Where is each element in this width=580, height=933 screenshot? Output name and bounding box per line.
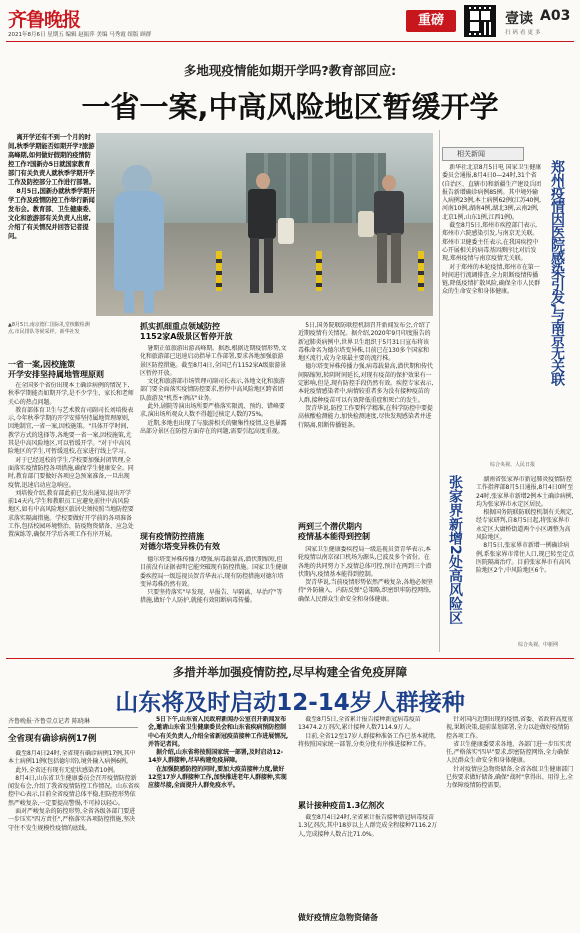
- bottom-text-4: 针对国内近期出现的疫情,省委、省政府高度重视,果断决策,提前谋划部署,全力以赴做好疫情防控各项工作。 省卫生健康委要求各地、各部门进一步压实责任,严格落实"四早"要求,织密防控网络,全力确保人民群众生命安全和身体健康。 针对疫情应急物资储备,全省各级卫生健康部门已按要求做好储备,确保"战时"拿得出、用得上,全力保障疫情防控需要。: [446, 716, 574, 790]
- bottom-kicker: 多措并举加强疫情防控,尽早构建全省免疫屏障: [172, 665, 408, 679]
- lead-column-text: 5日,国务院联防联控机制召开新闻发布会,介绍了近期疫情有关情况。据介绍,2020年9月印度报告的新冠肺炎病例中,世界卫生组织于5月31日宣布将该毒株命名为德尔塔变异株,目前已在130多个国家和地区流行,成为全球最主要的流行株。 德尔塔变异株传播力强,病毒载量高,潜伏期和传代间隔缩短,转阴时间延长,对现有疫苗的保护效果有一定影响,但是,现有防控手段仍然有效。疾控专家表示,本轮疫情感染者中,病情较重者多为没有接种疫苗的人群,接种疫苗可以有效降低重症和死亡的发生。 贺青华说,防控工作要科学精准,在科学防控中要提高核酸检测能力,加快检测速度,尽快发现感染者并进行隔离,阻断传播链条。: [298, 322, 434, 429]
- bottom-text-3b: 截至8月4日24时,全省累计报告接种新冠病毒疫苗1.3亿剂次,其中18岁以上人群完成全程接种7116.2万人,完成接种人数占比71.0%。: [298, 814, 438, 838]
- bottom-sub-2: 累计接种疫苗1.3亿剂次: [298, 801, 385, 810]
- sidebar-divider: [439, 130, 440, 652]
- lead-section-1-text: 在全国多个省份出现本土确诊病例的情况下,秋季学期能否如期开学,是不少学生、家长和老师关心的热点问题。 教育部体育卫生与艺术教育司副司长刘培俊表示,今年秋季学期的开学安排坚持属地管理原则,因地制宜,一省一案,因校施策。"具体开学时间,教学方式的选择等,各地要一省一案,因校施策,尤其是中高风险地区,可以暂缓开学。"对于中高风险地区的学生,可暂缓返校,在家进行线上学习。 对于已经返校的学生,学校要加强封闭管理,全面落实疫情防控各项措施,确保学生健康安全。同时,教育部门要做好各项应急预案准备,一旦出现疫情,迅速启动应急响应。 刘培俊介绍,教育部此前已发出通知,提出开学前14天内,学生和教职员工应避免前往中高风险地区,如有中高风险地区旅居史须按照当地防控要求落实隔离措施。学校要做好开学前的各项准备工作,包括校园环境整治、防疫物资储备、应急处置演练等,确保开学后各项工作有序开展。: [8, 382, 134, 539]
- lead-section-2-text: 暑期正值旅游出游高峰期。据悉,根据近期疫情形势,文化和旅游部已迅速启动指导工作部署,要求各地加强旅游景区防控措施。截至8月4日,全国已有1152家A级旅游景区暂停开放。 文化和旅游部市场管理司副司长表示,各地文化和旅游部门要全面落实疫情防控要求,暂停中高风险地区跨省团队旅游及"机票+酒店"业务。 此外,剧院等演出场所要严格落实限流、预约、错峰要求,演出场所观众人数不得超过核定人数的75%。 近期,多地也出现了与旅游相关的聚集性疫情,这也暴露出部分景区在防控方面存在的问题,需要引起高度重视。: [140, 345, 287, 435]
- masthead-rule: [6, 41, 574, 42]
- lead-photo: [96, 133, 433, 316]
- lead-kicker: 多地现疫情能如期开学吗?教育部回应:: [183, 63, 397, 78]
- photo-caption: ▲8月5日,南京德仁国际礼堂核酸检测点,市民排队等候采样。新华社发: [8, 322, 90, 335]
- section-badge: [406, 10, 456, 32]
- zhengzhou-title-text: 郑州疫情因医院感染引发,与南京无关联: [549, 160, 565, 386]
- bottom-story-rule: [6, 658, 574, 659]
- zhangjiajie-title-text: 张家界新增2处高风险区: [447, 475, 463, 625]
- lead-section-2-title: 抓实抓细重点领域防控 1152家A级景区暂停开放: [140, 322, 233, 341]
- zhengzhou-text: 新华社北京8月5日电 国家卫生健康委员会通报,8月4日0—24时,31个省(自治区、直辖市)和新疆生产建设兵团报告新增确诊病例85例。其中境外输入病例23例,本土病例62例(江苏40例,河南10例,湖南4例,湖北3例,云南2例,北京1例,山东1例,江西1例)。 截至8月5日,郑州市疾控部门表示,郑州市六院感染引发,与南京无关联。郑州市卫健委主任表示,在我国疾控中心开展相关的病毒基因测序比对后发现,郑州疫情与南京疫情无关联。 对于郑州的本轮疫情,郑州市在第一时间进行流调排查,全力阻断疫情传播链,降低疫情扩散风险,确保全市人民群众的生命安全和身体健康。: [442, 164, 542, 296]
- section-badge-label: 重磅: [417, 13, 444, 28]
- date-line: 2021年8月6日 星期五 编辑 赵振萍 美编 马秀霞 组版 顾群: [8, 32, 152, 38]
- bottom-text-1: 截至8月4日24时,全省现有确诊病例17例,其中本土病例11例(包括德尔塔),境外输入病例6例。 此外,全省还有现有无症状感染者10例。 8月4日,山东省卫生健康委员会召开疫情防控新闻发布会,介绍了我省疫情防控工作情况。山东省疾控中心表示,目前全省疫情总体平稳,但防控形势依然严峻复杂,一定要提高警惕,不可掉以轻心。 面对严峻复杂的防控形势,全省各级各部门要进一步压实"四方责任",严格落实各项防控措施,坚决守住不发生规模性疫情的底线。: [8, 750, 140, 832]
- bottom-text-2: 5日下午,山东省人民政府新闻办公室召开新闻发布会,邀请山东省卫生健康委员会和山东省疾病预防控制中心有关负责人,介绍全省新冠疫苗接种工作进展情况,并答记者问。 据介绍,山东省将按照国家统一部署,及时启动12-14岁人群接种,尽早构建免疫屏障。 在加强院感防控的同时,要加大疫苗接种力度,做好12至17岁人群接种工作,加快推进老年人群接种,实现应接尽接,全面提升人群免疫水平。: [148, 716, 289, 790]
- masthead: [0, 0, 580, 46]
- lead-section-3-title: 现有疫情防控措施 对德尔塔变异株仍有效: [140, 532, 220, 551]
- bottom-headline: 山东将及时启动12-14岁人群接种: [115, 690, 465, 716]
- lead-section-4-text: 国家卫生健康委疾控局一级巡视员贺青华表示,本轮疫情以南京禄口机场为源头,已波及多个省份。在各地的共同努力下,疫情总体可控,预计在两到三个潜伏期内,疫情基本能得到控制。 贺青华说,当前疫情形势依然严峻复杂,各地必须坚持"外防输入、内防反弹"总策略,织密织牢防控网络,确保人民群众生命安全和身体健康。: [298, 546, 433, 603]
- bottom-byline: 齐鲁晚报·齐鲁壹点记者 陈晓琳: [8, 716, 138, 728]
- lead-section-3-text: 德尔塔变异株传播力增强,病毒载量高,潜伏期缩短,但目前没有证据表明它能突破现有防控措施。国家卫生健康委疾控局一级巡视员贺青华表示,现有防控措施对德尔塔变异毒株仍然有效。 只要坚持落实"早发现、早报告、早隔离、早治疗"等措施,做好个人防护,就能有效阻断病毒传播。: [140, 556, 288, 605]
- lead-headline: 一省一案,中高风险地区暂缓开学: [81, 90, 499, 124]
- bottom-text-3: 截至8月5日,全省累计报告接种新冠病毒疫苗13474.2万剂次,累计接种人数7114.9万人。 目前,全省12至17岁人群接种准备工作已基本就绪,将按照国家统一部署,分类分批有序推进接种工作。: [298, 716, 436, 748]
- zhangjiajie-title: [446, 475, 472, 650]
- zhangjiajie-source: 综合央视、中新网: [518, 642, 559, 648]
- zhengzhou-source: 综合央视、人民日报: [490, 462, 536, 468]
- qr-code-icon[interactable]: [464, 5, 496, 37]
- bottom-sub-1: 全省现有确诊病例17例: [8, 734, 97, 744]
- zhangjiajie-text: 湖南省张家界市新冠肺炎疫情防控工作指挥部8月5日通报,8月4日0时至24时,张家界市新增2例本土确诊病例,均为张家界市永定区居民。 根据国务院联防联控机制有关规定,经专家研判,自8月5日起,将张家界市永定区大庸桥街道两个小区调整为高风险地区。 8月5日,张家界市新增一例确诊病例,系张家界市常住人口,现已转至定点医院隔离治疗。目前张家界市有高风险地区2个,中风险地区6个。: [476, 476, 574, 575]
- newspaper-logo: 齐鲁晚报: [8, 9, 81, 31]
- lead-section-1-title: 一省一案,因校施策 开学安排坚持属地管理原则: [8, 360, 104, 379]
- related-news-label: [442, 147, 524, 161]
- related-news-label-text: 相关新闻: [457, 150, 485, 158]
- zhengzhou-title: [548, 160, 574, 410]
- page-number: A03: [540, 8, 571, 24]
- lead-section-4-title: 两到三个潜伏期内 疫情基本能得到控制: [298, 522, 370, 541]
- bottom-sub-3: 做好疫情应急物资储备: [298, 913, 378, 922]
- qr-caption: 扫码看更多: [505, 30, 543, 36]
- page-label: 壹读: [505, 11, 533, 27]
- lead-intro: 离开学还有不到一个月的时间,秋季学期能否如期开学?旅游高峰期,如何做好假期的疫情防控工作?国新办5日就国家教育部门有关负责人就秋季学期开学工作及防控部分工作进行部署。 8月5日,国新办就秋季学期开学工作及疫情防控工作举行新闻发布会。教育部、卫生健康委、文化和旅游部有关负责人出席,介绍了有关情况并回答记者提问。: [8, 134, 96, 240]
